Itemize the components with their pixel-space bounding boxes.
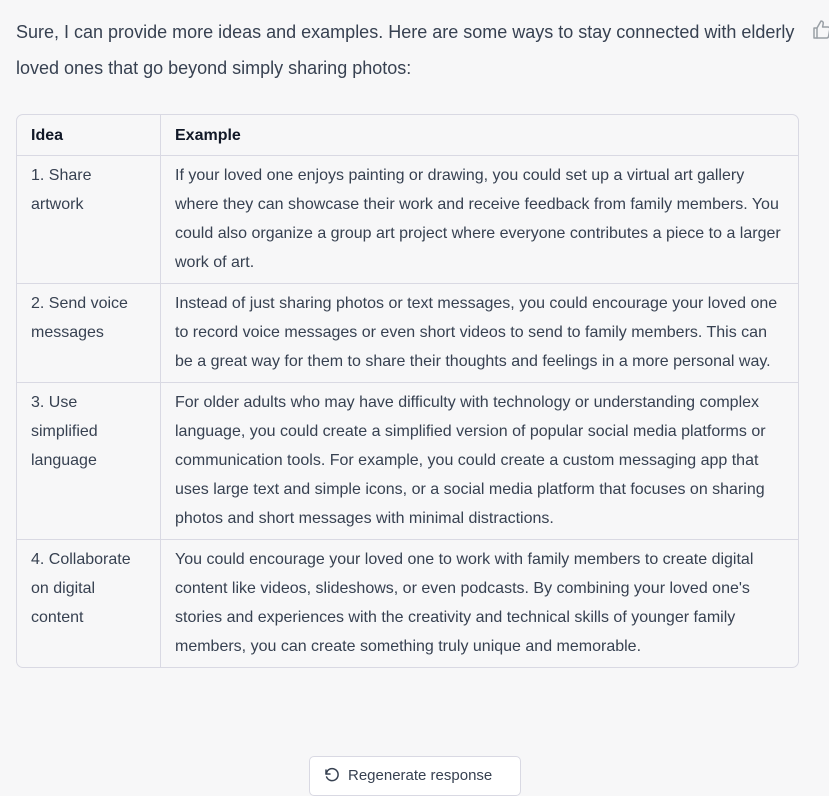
header-example: Example [161, 115, 799, 156]
table-row [17, 540, 798, 668]
regenerate-button[interactable] [309, 756, 521, 796]
idea-cell: 3. Use simplified language [17, 383, 161, 540]
regenerate-icon [324, 767, 340, 783]
table-row [17, 156, 798, 284]
ideas-table [17, 115, 798, 667]
regenerate-label: Regenerate response [348, 767, 493, 784]
idea-cell: 4. Collaborate on digital content [17, 540, 161, 668]
table-header-row [17, 115, 798, 156]
table-row [17, 284, 798, 383]
message-intro: Sure, I can provide more ideas and examples. Here are some ways to stay connected with elderly loved ones that go beyond simply sharing photos: [16, 22, 795, 78]
example-cell: If your loved one enjoys painting or drawing, you could set up a virtual art gallery where they can showcase their work and receive feedback from family members. You could also organize a group art project where everyone contributes a piece to a larger work of art. [161, 156, 799, 284]
thumbs-up-icon[interactable] [812, 18, 829, 40]
example-cell: You could encourage your loved one to work with family members to create digital content like videos, slideshows, or even podcasts. By combining your loved one's stories and experiences with the creativity and technical skills of younger family members, you can create something truly unique and memorable. [175, 551, 754, 655]
example-cell: For older adults who may have difficulty with technology or understanding complex language, you could create a simplified version of popular social media platforms or communication tools. For example, you could create a custom messaging app that uses large text and simple icons, or a social media platform that focuses on sharing photos and short messages with minimal distractions. [161, 383, 799, 540]
example-cell: Instead of just sharing photos or text messages, you could encourage your loved one to record voice messages or even short videos to send to family members. This can be a great way for them to share their thoughts and feelings in a more personal way. [161, 284, 799, 383]
ideas-table-container [16, 114, 799, 668]
assistant-message [16, 14, 799, 668]
header-idea: Idea [17, 115, 161, 156]
idea-cell: 2. Send voice messages [17, 284, 161, 383]
table-row [17, 383, 798, 540]
idea-cell: 1. Share artwork [17, 156, 161, 284]
